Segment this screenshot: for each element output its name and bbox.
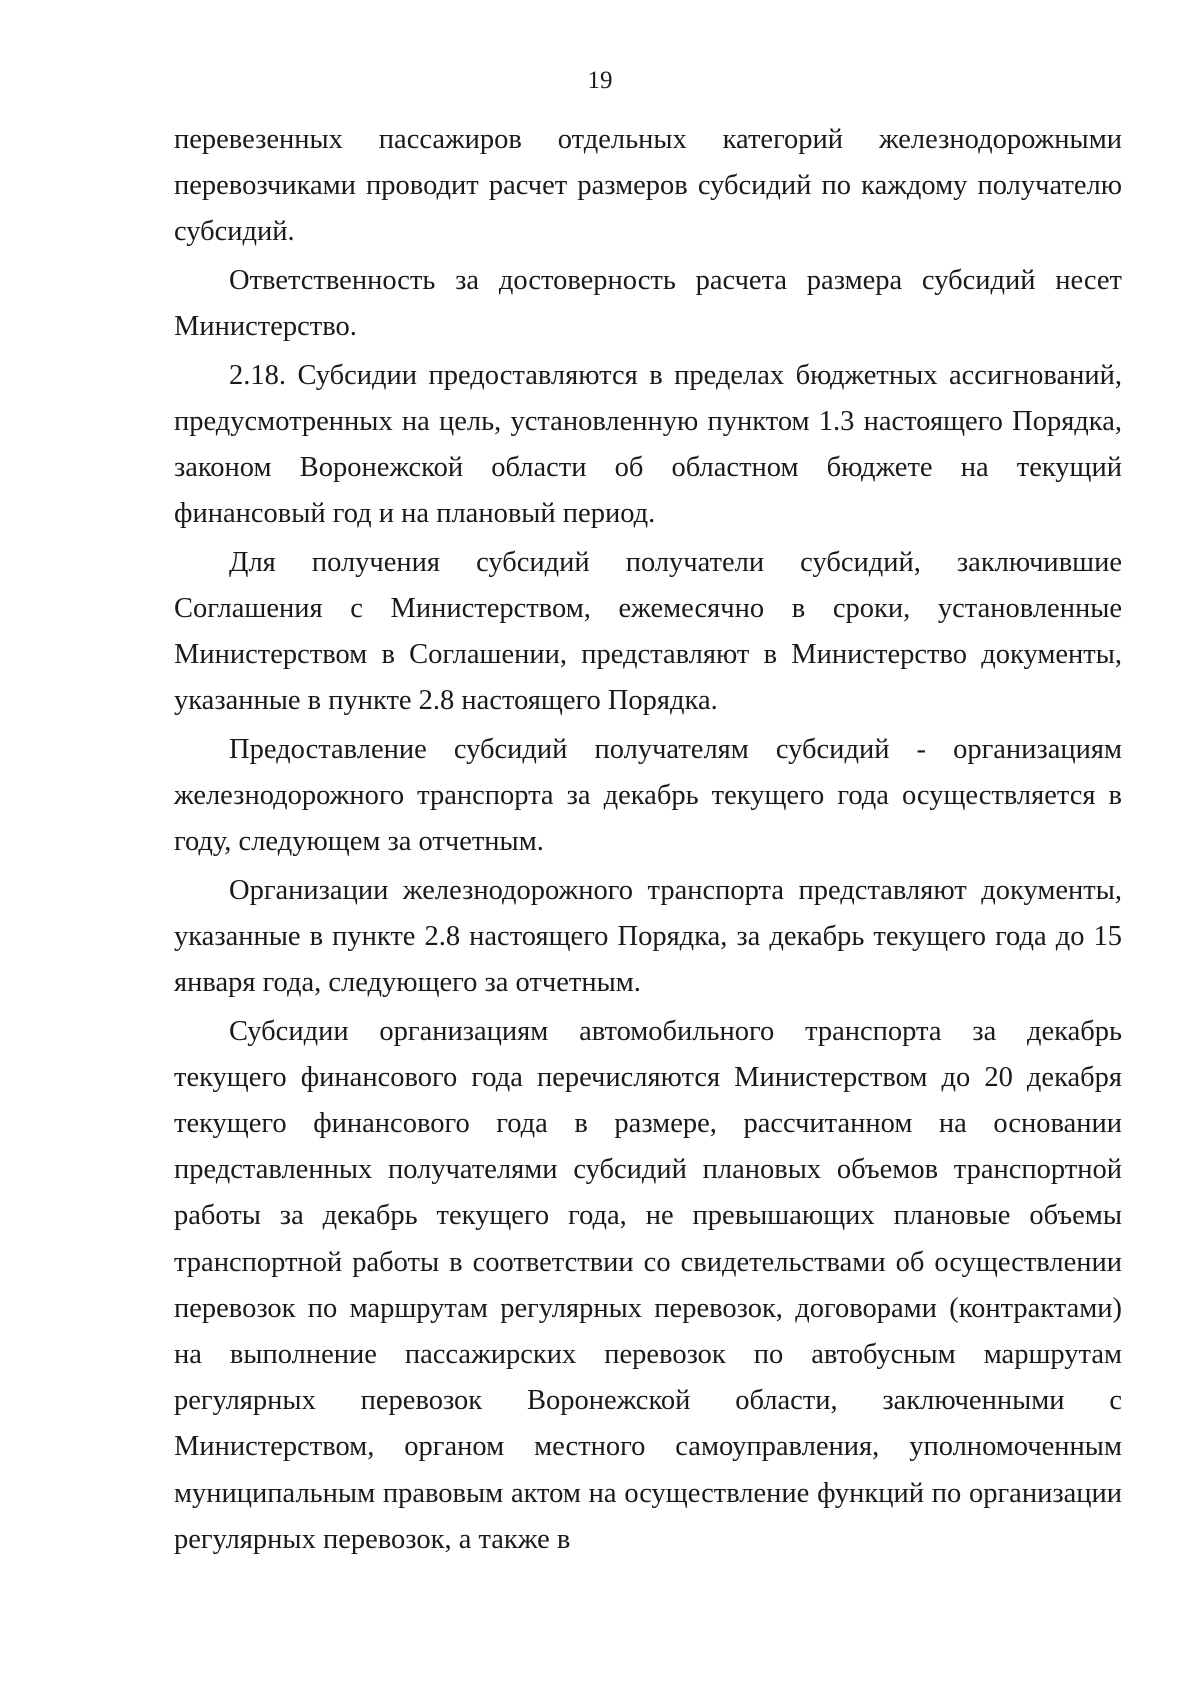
paragraph-2-18: 2.18. Субсидии предоставляются в пределах бюджетных ассигнований, предусмотренных на цель, установленную пунктом 1.3 настоящего Порядка, законом Воронежской области об областном бюджете на текущий финансовый год и на плановый период. xyxy=(174,359,1122,530)
paragraph-road-transport: Субсидии организациям автомобильного транспорта за декабрь текущего финансового года перечисляются Министерством до 20 декабря текущего финансового года в размере, рассчитанном на основании представленных получателями субсидий плановых объемов транспортной работы за декабрь текущего года, не превышающих плановые объемы транспортной работы в соответствии со свидетельствами об осуществлении перевозок по маршрутам регулярных перевозок, договорами (контрактами) на выполнение пассажирских перевозок по автобусным маршрутам регулярных перевозок Воронежской области, заключенными с Министерством, органом местного самоуправления, уполномоченным муниципальным правовым актом на осуществление функций по организации регулярных перевозок, а также в xyxy=(174,1015,1122,1555)
paragraph-documents-submission: Для получения субсидий получатели субсидий, заключившие Соглашения с Министерством, ежемесячно в сроки, установленные Министерством в Соглашении, представляют в Министерство документы, указанные в пункте 2.8 настоящего Порядка. xyxy=(174,546,1122,717)
paragraph-responsibility: Ответственность за достоверность расчета размера субсидий несет Министерство. xyxy=(174,264,1122,343)
page-number: 19 xyxy=(587,67,613,94)
document-body xyxy=(174,117,1122,1565)
paragraph-railway-deadline: Организации железнодорожного транспорта представляют документы, указанные в пункте 2.8 настоящего Порядка, за декабрь текущего года до 15 января года, следующего за отчетным. xyxy=(174,874,1122,999)
paragraph-railway-december: Предоставление субсидий получателям субсидий - организациям железнодорожного транспорта за декабрь текущего года осуществляется в году, следующем за отчетным. xyxy=(174,733,1122,858)
paragraph-continuation: перевезенных пассажиров отдельных категорий железнодорожными перевозчиками проводит расчет размеров субсидий по каждому получателю субсидий. xyxy=(174,124,1122,248)
